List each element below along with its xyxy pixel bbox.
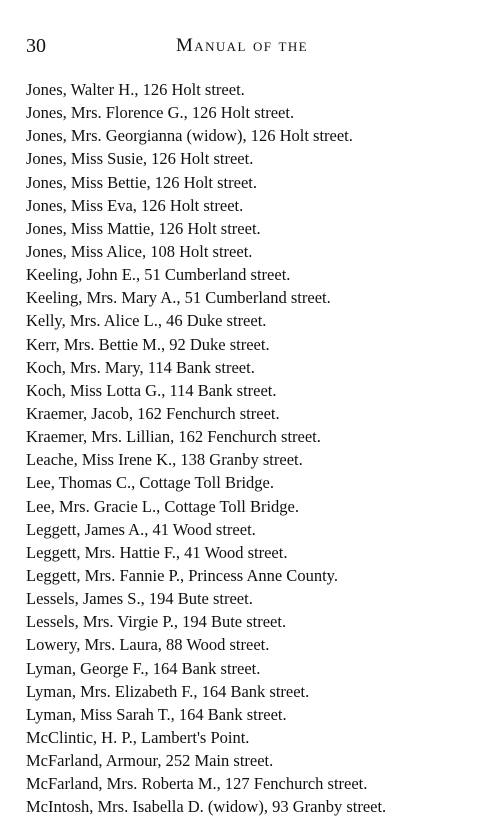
directory-entry: McFarland, Armour, 252 Main street. [26,751,274,771]
directory-entry: Jones, Miss Susie, 126 Holt street. [26,149,254,169]
directory-entry: Lee, Thomas C., Cottage Toll Bridge. [26,473,274,493]
directory-entry: Lyman, George F., 164 Bank street. [26,658,261,678]
directory-entry: Kelly, Mrs. Alice L., 46 Duke street. [26,311,267,331]
directory-entry: Koch, Mrs. Mary, 114 Bank street. [26,357,255,377]
directory-entry: Jones, Miss Alice, 108 Holt street. [26,241,253,261]
directory-entry: Kraemer, Jacob, 162 Fenchurch street. [26,403,280,423]
directory-entry: Lyman, Mrs. Elizabeth F., 164 Bank street. [26,681,310,701]
directory-entry: Leggett, Mrs. Hattie F., 41 Wood street. [26,542,288,562]
directory-entry: McFarland, Mrs. Roberta M., 127 Fenchurch street. [26,774,368,794]
directory-entry: Lessels, James S., 194 Bute street. [26,589,253,609]
directory-entry: Jones, Miss Mattie, 126 Holt street. [26,218,261,238]
running-title: Manual of the [176,35,308,56]
directory-entry: Jones, Walter H., 126 Holt street. [26,80,245,99]
directory-entry: Jones, Mrs. Georgianna (widow), 126 Holt street. [26,126,353,146]
directory-entry: McIntosh, Mrs. Isabella D. (widow), 93 Granby street. [26,797,387,817]
directory-entry: Lessels, Mrs. Virgie P., 194 Bute street. [26,612,287,632]
page-header [26,34,466,58]
directory-entry: McClintic, H. P., Lambert's Point. [26,727,250,747]
directory-entry: Kerr, Mrs. Bettie M., 92 Duke street. [26,334,270,354]
directory-entry: Leache, Miss Irene K., 138 Granby street. [26,450,303,470]
directory-entry: Kraemer, Mrs. Lillian, 162 Fenchurch street. [26,427,321,447]
directory-entry: Leggett, James A., 41 Wood street. [26,519,256,539]
directory-entry: Jones, Miss Eva, 126 Holt street. [26,195,244,215]
directory-entries [26,78,486,819]
directory-entry: Jones, Mrs. Florence G., 126 Holt street. [26,103,295,123]
directory-entry: Lyman, Miss Sarah T., 164 Bank street. [26,704,287,724]
directory-entry: Keeling, John E., 51 Cumberland street. [26,265,291,285]
directory-entry: Jones, Miss Bettie, 126 Holt street. [26,172,257,192]
directory-entry: Lowery, Mrs. Laura, 88 Wood street. [26,635,270,655]
directory-entry: Lee, Mrs. Gracie L., Cottage Toll Bridge. [26,496,300,516]
directory-entry: Leggett, Mrs. Fannie P., Princess Anne County. [26,565,338,585]
page-number: 30 [26,35,46,57]
directory-entry: Koch, Miss Lotta G., 114 Bank street. [26,380,277,400]
directory-entry: Keeling, Mrs. Mary A., 51 Cumberland street. [26,288,331,308]
